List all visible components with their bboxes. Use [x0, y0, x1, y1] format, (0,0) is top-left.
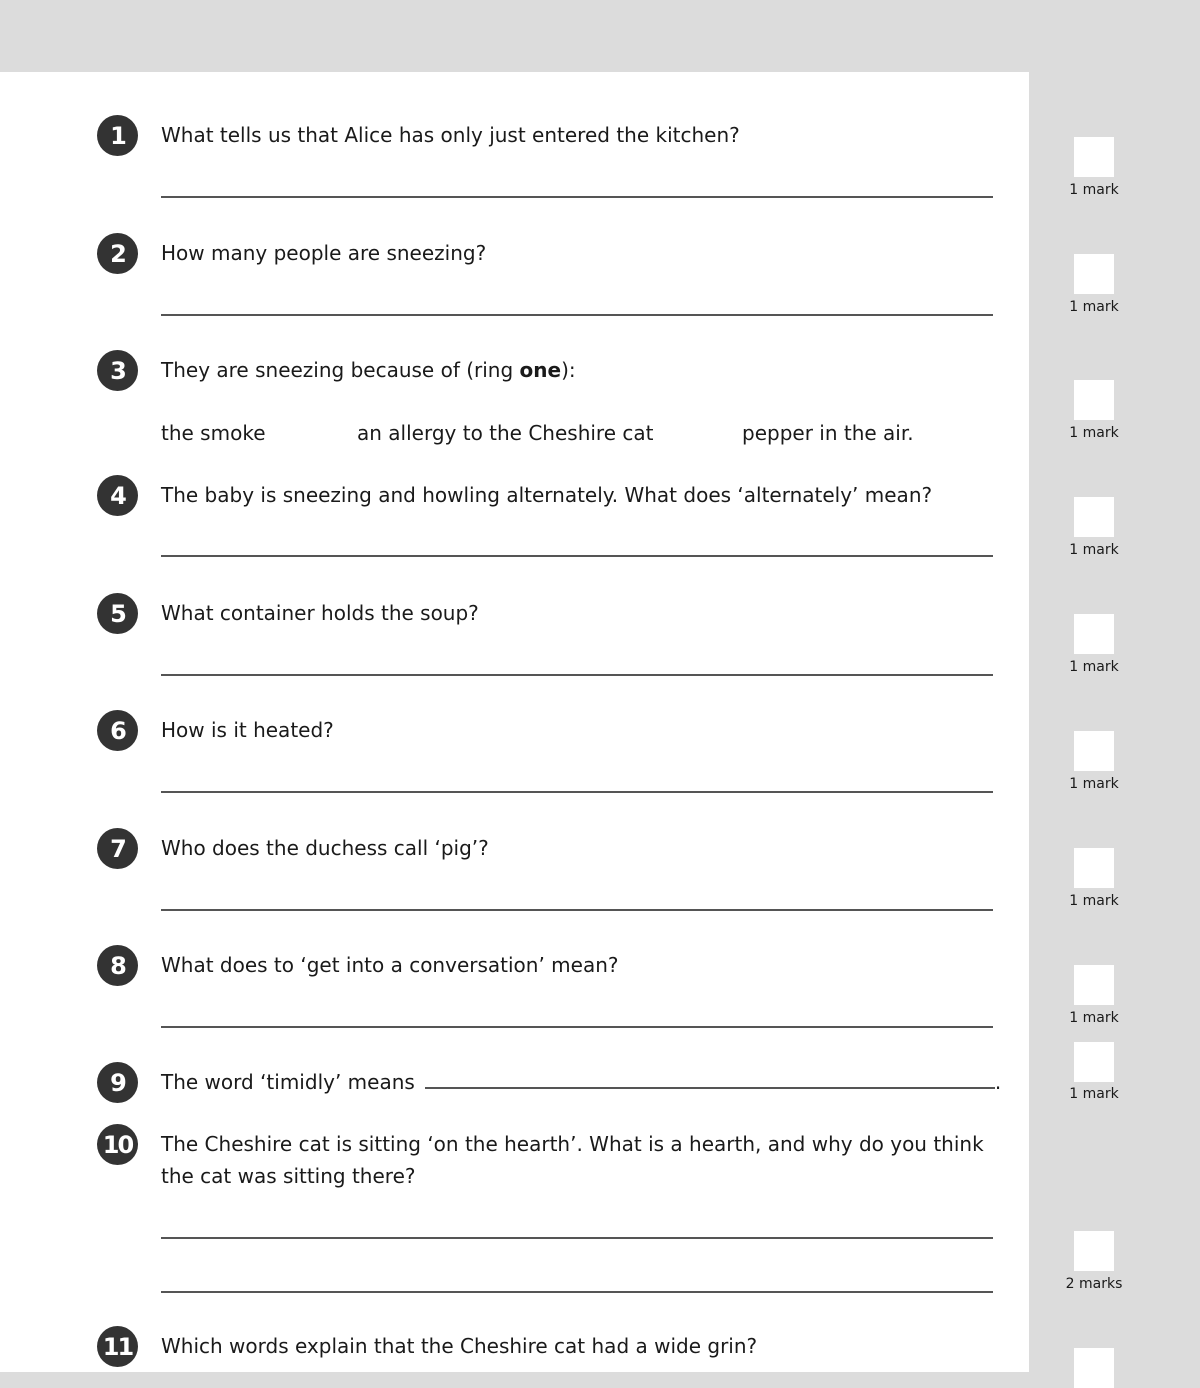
option-the-smoke[interactable]: the smoke	[161, 421, 266, 445]
question-text: Which words explain that the Cheshire cat had a wide grin?	[161, 1334, 758, 1358]
mark-box[interactable]	[1074, 254, 1114, 294]
mark-label: 1 mark	[1069, 659, 1119, 675]
worksheet-page	[0, 72, 1029, 1372]
answer-line[interactable]	[161, 314, 993, 316]
mark-box[interactable]	[1074, 1348, 1114, 1388]
mark-label: 1 mark	[1069, 425, 1119, 441]
question-text-start: The word ‘timidly’ means	[161, 1070, 415, 1094]
question-text: What does to ‘get into a conversation’ mean?	[161, 953, 619, 977]
question-text-start: They are sneezing because of (ring	[161, 358, 520, 382]
question-text	[161, 354, 576, 386]
question-text-line2: the cat was sitting there?	[161, 1164, 416, 1188]
answer-line[interactable]	[161, 555, 993, 557]
question-text: How is it heated?	[161, 718, 334, 742]
answer-line[interactable]	[161, 196, 993, 198]
question-number: 7	[97, 828, 138, 869]
question-number: 9	[97, 1062, 138, 1103]
mark-box[interactable]	[1074, 965, 1114, 1005]
question-number: 5	[97, 593, 138, 634]
answer-blank[interactable]	[425, 1067, 995, 1089]
question-number: 11	[97, 1326, 138, 1367]
mark-box[interactable]	[1074, 1231, 1114, 1271]
question-text: Who does the duchess call ‘pig’?	[161, 836, 489, 860]
mark-label: 1 mark	[1069, 299, 1119, 315]
mark-label: 1 mark	[1069, 776, 1119, 792]
mark-box[interactable]	[1074, 848, 1114, 888]
question-number: 8	[97, 945, 138, 986]
question-text: What tells us that Alice has only just entered the kitchen?	[161, 123, 740, 147]
mark-label: 2 marks	[1065, 1276, 1123, 1292]
mark-label: 1 mark	[1069, 542, 1119, 558]
question-text: The baby is sneezing and howling alternately. What does ‘alternately’ mean?	[161, 483, 933, 507]
question-number: 10	[97, 1124, 138, 1165]
option-allergy[interactable]: an allergy to the Cheshire cat	[357, 421, 654, 445]
question-text	[161, 1066, 1001, 1098]
mark-label: 1 mark	[1069, 182, 1119, 198]
answer-line[interactable]	[161, 909, 993, 911]
answer-line[interactable]	[161, 674, 993, 676]
mark-box[interactable]	[1074, 614, 1114, 654]
mark-label: 1 mark	[1069, 1010, 1119, 1026]
mark-box[interactable]	[1074, 731, 1114, 771]
mark-box[interactable]	[1074, 380, 1114, 420]
question-text: The Cheshire cat is sitting ‘on the hearth’. What is a hearth, and why do you think	[161, 1132, 984, 1156]
question-text-emphasis: one	[519, 358, 562, 382]
question-number: 4	[97, 475, 138, 516]
answer-line[interactable]	[161, 791, 993, 793]
mark-box[interactable]	[1074, 497, 1114, 537]
question-number: 6	[97, 710, 138, 751]
answer-line[interactable]	[161, 1291, 993, 1293]
mark-box[interactable]	[1074, 1042, 1114, 1082]
question-text-end: .	[994, 1070, 1002, 1094]
question-number: 3	[97, 350, 138, 391]
question-text: What container holds the soup?	[161, 601, 479, 625]
mark-label: 1 mark	[1069, 893, 1119, 909]
answer-line[interactable]	[161, 1026, 993, 1028]
mark-box[interactable]	[1074, 137, 1114, 177]
question-text-end: ):	[561, 358, 576, 382]
question-number: 2	[97, 233, 138, 274]
option-pepper[interactable]: pepper in the air.	[742, 421, 914, 445]
mark-label: 1 mark	[1069, 1086, 1119, 1102]
answer-line[interactable]	[161, 1237, 993, 1239]
question-text: How many people are sneezing?	[161, 241, 487, 265]
question-number: 1	[97, 115, 138, 156]
